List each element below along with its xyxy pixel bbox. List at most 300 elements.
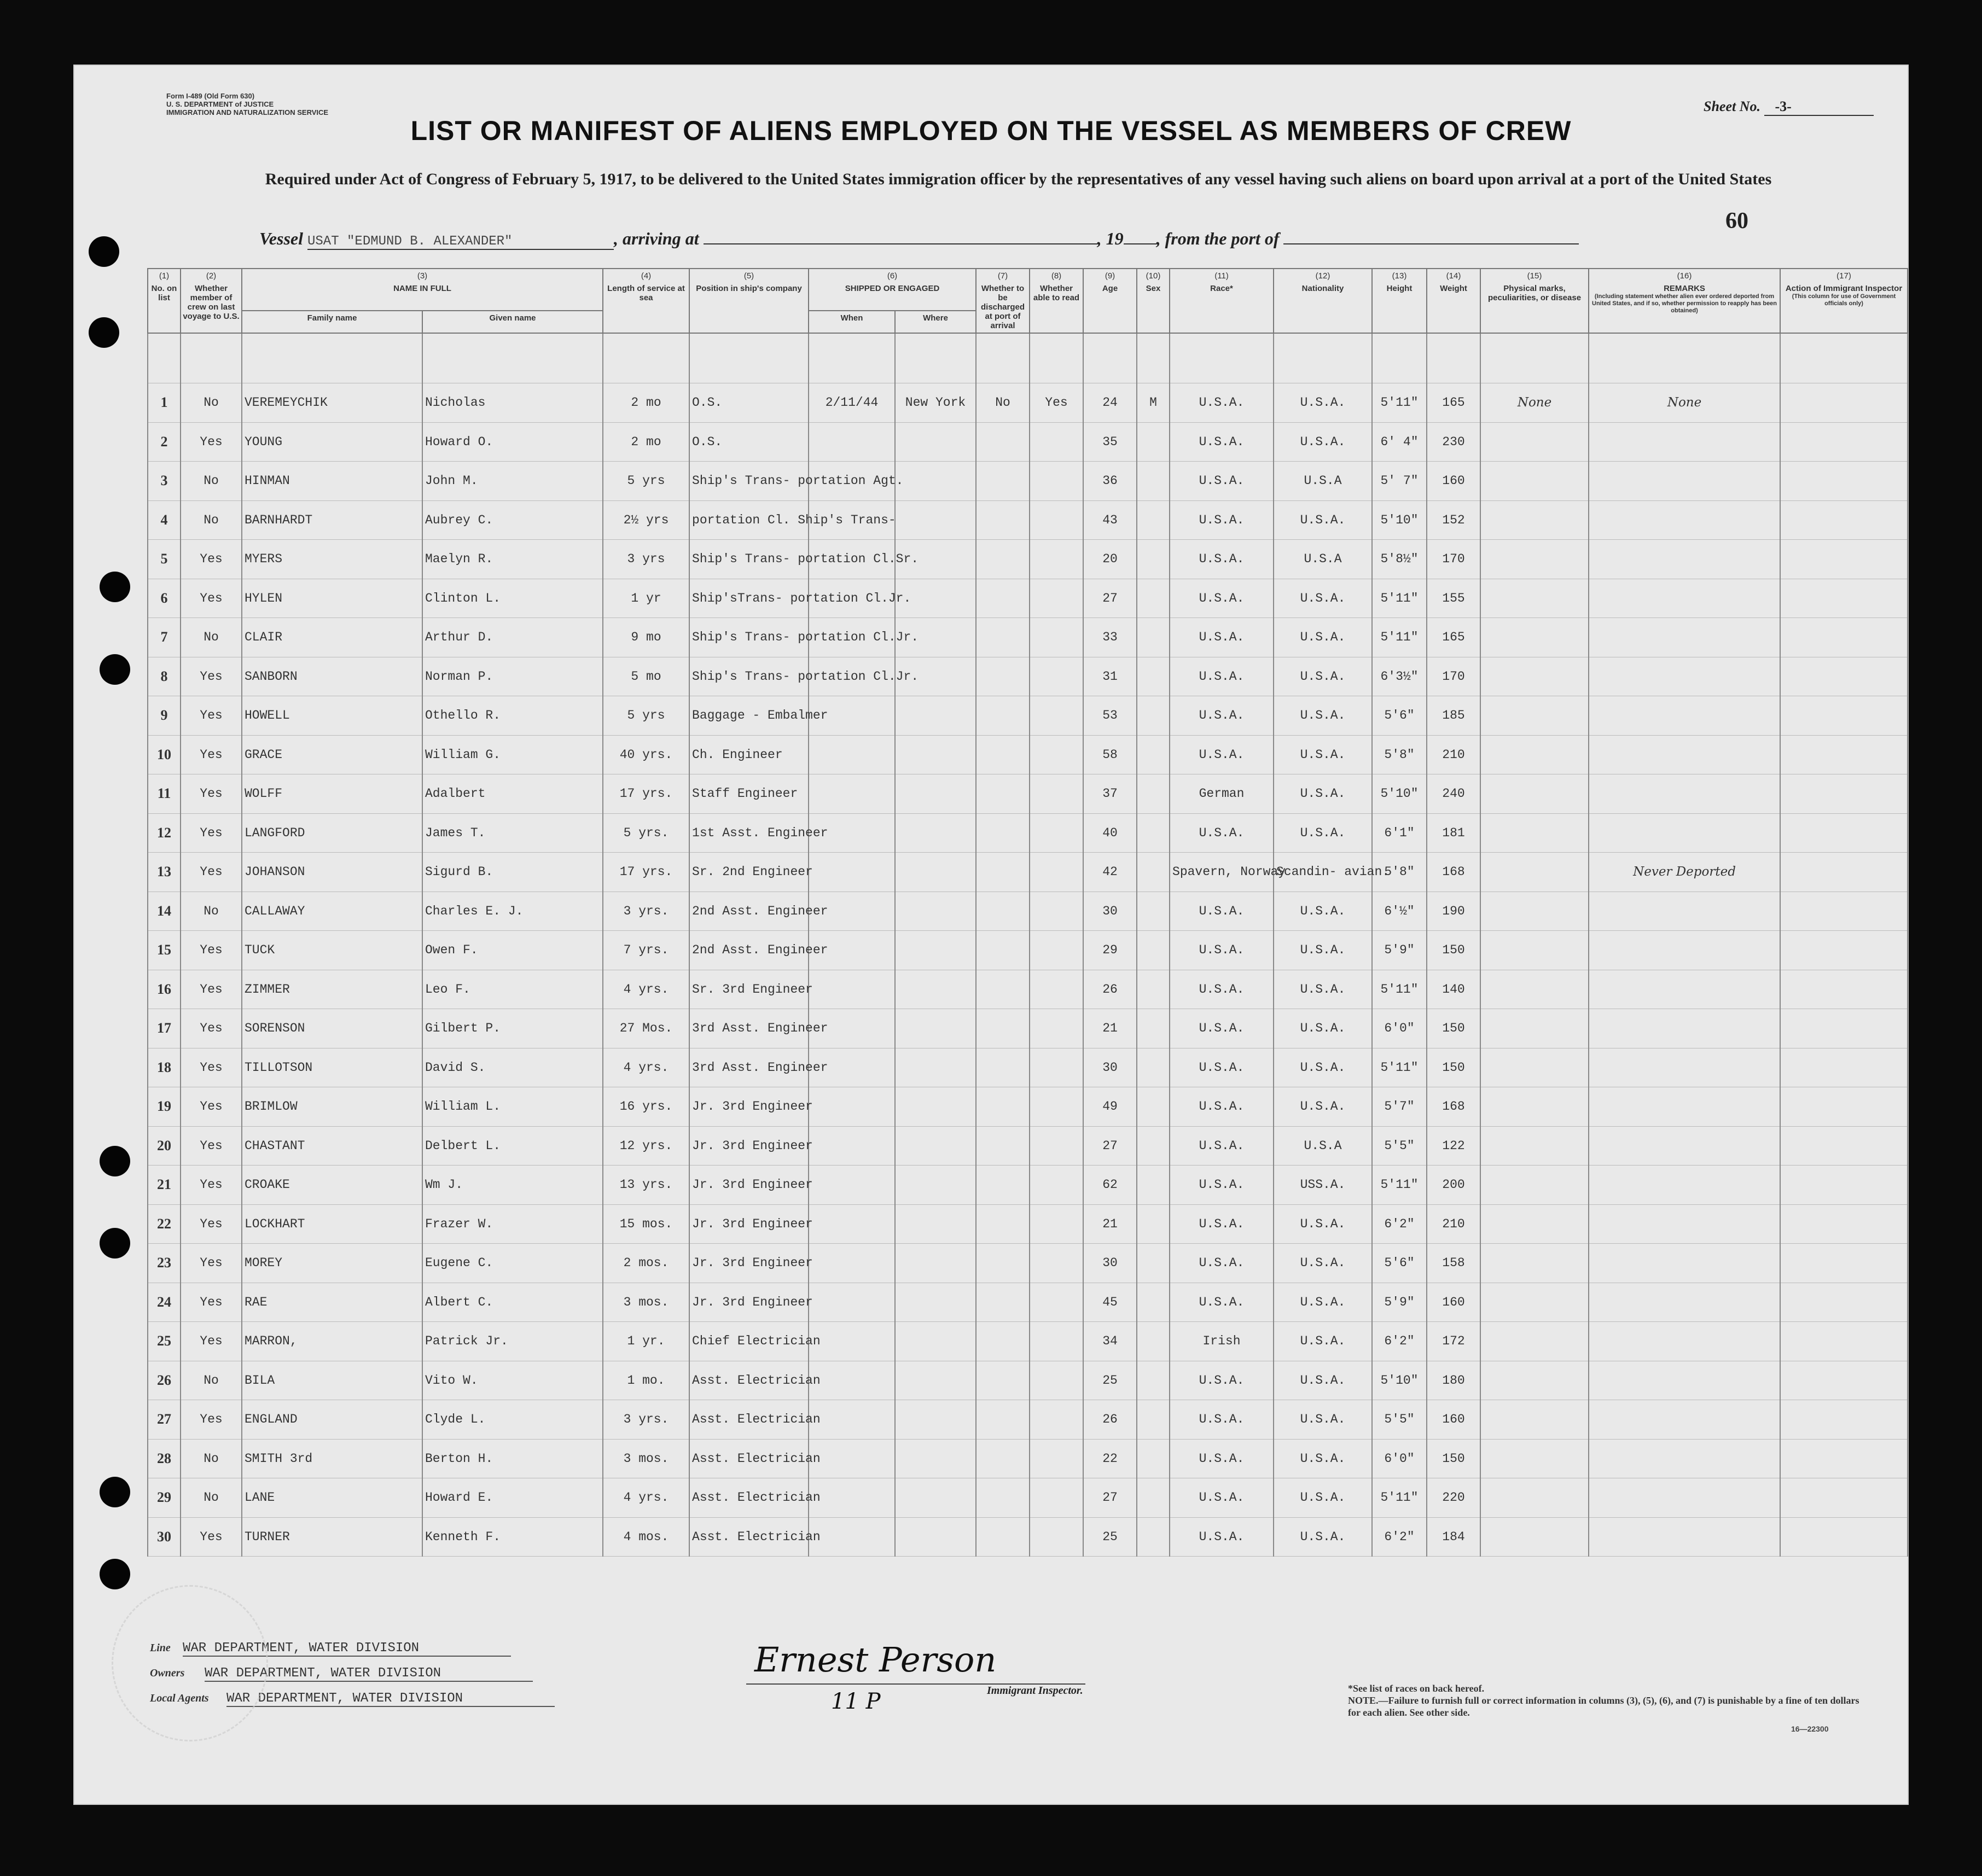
discharged-cell (976, 1087, 1030, 1127)
action-cell (1780, 1166, 1908, 1205)
height-cell: 5'11" (1372, 579, 1427, 618)
nationality-cell: U.S.A. (1274, 1322, 1372, 1361)
sheet-number (1704, 98, 1874, 116)
given-name-cell: Arthur D. (422, 618, 603, 657)
discharged-cell (976, 618, 1030, 657)
nationality-cell: U.S.A. (1274, 1204, 1372, 1244)
table-row (148, 735, 1908, 774)
age-cell: 53 (1083, 696, 1137, 736)
weight-cell: 150 (1427, 1009, 1480, 1048)
family-name-cell: SMITH 3rd (242, 1439, 422, 1478)
family-name-cell: WOLFF (242, 774, 422, 814)
last-voyage-cell: Yes (181, 1244, 242, 1283)
read-cell (1030, 1009, 1083, 1048)
read-cell (1030, 892, 1083, 931)
sex-cell (1137, 1166, 1170, 1205)
marks-cell (1480, 735, 1589, 774)
action-cell (1780, 813, 1908, 853)
race-cell: U.S.A. (1170, 383, 1274, 423)
length-cell: 3 mos. (603, 1283, 689, 1322)
discharged-cell (976, 1517, 1030, 1557)
read-cell (1030, 1400, 1083, 1440)
form-number: Form I-489 (Old Form 630) (166, 92, 255, 100)
action-cell (1780, 540, 1908, 579)
length-cell: 1 yr (603, 579, 689, 618)
action-cell (1780, 735, 1908, 774)
shipped-when-cell (809, 1087, 895, 1127)
given-name-cell: Patrick Jr. (422, 1322, 603, 1361)
row-number: 2 (148, 422, 181, 462)
discharged-cell (976, 774, 1030, 814)
discharged-cell (976, 579, 1030, 618)
length-cell: 2 mos. (603, 1244, 689, 1283)
table-row (148, 500, 1908, 540)
age-cell: 30 (1083, 892, 1137, 931)
height-cell: 5'11" (1372, 383, 1427, 423)
col-given-header: Given name (422, 311, 603, 333)
weight-cell: 160 (1427, 1283, 1480, 1322)
action-cell (1780, 618, 1908, 657)
height-cell: 5'11" (1372, 1478, 1427, 1518)
shipped-when-cell (809, 774, 895, 814)
remarks-cell (1589, 735, 1780, 774)
length-cell: 17 yrs. (603, 853, 689, 892)
family-name-cell: TUCK (242, 931, 422, 970)
sheet-label: Sheet No. (1704, 98, 1760, 114)
race-cell: German (1170, 774, 1274, 814)
action-cell (1780, 774, 1908, 814)
length-cell: 40 yrs. (603, 735, 689, 774)
height-cell: 5'7" (1372, 1087, 1427, 1127)
nationality-cell: U.S.A. (1274, 1048, 1372, 1087)
marks-cell (1480, 696, 1589, 736)
race-cell: U.S.A. (1170, 1166, 1274, 1205)
marks-cell (1480, 1048, 1589, 1087)
discharged-cell (976, 1204, 1030, 1244)
table-row (148, 1048, 1908, 1087)
age-cell: 26 (1083, 1400, 1137, 1440)
sex-cell (1137, 1322, 1170, 1361)
family-name-cell: SORENSON (242, 1009, 422, 1048)
row-number: 12 (148, 813, 181, 853)
row-number: 17 (148, 1009, 181, 1048)
action-cell (1780, 657, 1908, 696)
nationality-cell: U.S.A. (1274, 1361, 1372, 1400)
race-cell: U.S.A. (1170, 657, 1274, 696)
position-cell: Asst. Electrician (689, 1400, 809, 1440)
height-cell: 5'6" (1372, 696, 1427, 736)
inspector-signature: Ernest Person (754, 1640, 997, 1680)
footer-notes (1348, 1682, 1873, 1718)
table-row (148, 383, 1908, 423)
remarks-cell (1589, 500, 1780, 540)
weight-cell: 165 (1427, 383, 1480, 423)
last-voyage-cell: Yes (181, 579, 242, 618)
race-cell: U.S.A. (1170, 579, 1274, 618)
row-number: 9 (148, 696, 181, 736)
shipped-when-cell (809, 1322, 895, 1361)
sex-cell (1137, 1087, 1170, 1127)
remarks-cell (1589, 1166, 1780, 1205)
nationality-cell: U.S.A. (1274, 970, 1372, 1009)
length-cell: 2 mo (603, 422, 689, 462)
weight-cell: 160 (1427, 1400, 1480, 1440)
age-cell: 31 (1083, 657, 1137, 696)
position-cell: Sr. 2nd Engineer (689, 853, 809, 892)
last-voyage-cell: Yes (181, 657, 242, 696)
last-voyage-cell: Yes (181, 931, 242, 970)
marks-cell (1480, 618, 1589, 657)
age-cell: 43 (1083, 500, 1137, 540)
position-cell: Ship's Trans- portation Cl.Jr. (689, 657, 809, 696)
row-number: 25 (148, 1322, 181, 1361)
row-number: 10 (148, 735, 181, 774)
age-cell: 35 (1083, 422, 1137, 462)
last-voyage-cell: No (181, 500, 242, 540)
nationality-cell: U.S.A. (1274, 735, 1372, 774)
read-cell (1030, 774, 1083, 814)
read-cell (1030, 422, 1083, 462)
sex-cell (1137, 462, 1170, 501)
last-voyage-cell: Yes (181, 540, 242, 579)
row-number: 24 (148, 1283, 181, 1322)
binder-hole (100, 654, 130, 685)
last-voyage-cell: No (181, 1439, 242, 1478)
marks-cell (1480, 579, 1589, 618)
remarks-cell (1589, 579, 1780, 618)
discharged-cell (976, 1126, 1030, 1166)
length-cell: 12 yrs. (603, 1126, 689, 1166)
age-cell: 33 (1083, 618, 1137, 657)
discharged-cell (976, 970, 1030, 1009)
position-cell: 1st Asst. Engineer (689, 813, 809, 853)
remarks-cell: None (1589, 383, 1780, 423)
shipped-where-cell (895, 774, 976, 814)
last-voyage-cell: Yes (181, 696, 242, 736)
marks-cell (1480, 813, 1589, 853)
row-number: 26 (148, 1361, 181, 1400)
year-label: , 19 (1097, 229, 1124, 248)
sex-cell (1137, 540, 1170, 579)
length-cell: 4 mos. (603, 1517, 689, 1557)
read-cell (1030, 500, 1083, 540)
given-name-cell: Nicholas (422, 383, 603, 423)
marks-cell (1480, 422, 1589, 462)
shipped-when-cell (809, 1126, 895, 1166)
remarks-cell (1589, 931, 1780, 970)
shipped-where-cell (895, 1166, 976, 1205)
discharged-cell (976, 1244, 1030, 1283)
table-row (148, 1322, 1908, 1361)
given-name-cell: Maelyn R. (422, 540, 603, 579)
height-cell: 6'1" (1372, 813, 1427, 853)
vessel-name: USAT "EDMUND B. ALEXANDER" (307, 234, 614, 250)
col-no-header: (1) No. on list (148, 269, 181, 333)
age-cell: 20 (1083, 540, 1137, 579)
height-cell: 5'11" (1372, 970, 1427, 1009)
length-cell: 13 yrs. (603, 1166, 689, 1205)
given-name-cell: Albert C. (422, 1283, 603, 1322)
sex-cell (1137, 735, 1170, 774)
shipped-when-cell (809, 1244, 895, 1283)
read-cell (1030, 1087, 1083, 1127)
shipped-where-cell (895, 931, 976, 970)
row-number: 29 (148, 1478, 181, 1518)
action-cell (1780, 970, 1908, 1009)
marks-cell (1480, 500, 1589, 540)
race-cell: U.S.A. (1170, 1126, 1274, 1166)
weight-cell: 140 (1427, 970, 1480, 1009)
sex-cell (1137, 657, 1170, 696)
height-cell: 6'0" (1372, 1439, 1427, 1478)
weight-cell: 150 (1427, 1439, 1480, 1478)
marks-cell (1480, 1204, 1589, 1244)
length-cell: 7 yrs. (603, 931, 689, 970)
weight-cell: 210 (1427, 1204, 1480, 1244)
length-cell: 5 mo (603, 657, 689, 696)
table-row (148, 853, 1908, 892)
from-port-label: , from the port of (1156, 229, 1280, 248)
read-cell (1030, 1048, 1083, 1087)
discharged-cell: No (976, 383, 1030, 423)
position-cell: Jr. 3rd Engineer (689, 1087, 809, 1127)
age-cell: 58 (1083, 735, 1137, 774)
family-name-cell: HYLEN (242, 579, 422, 618)
remarks-cell (1589, 1126, 1780, 1166)
nationality-cell: U.S.A. (1274, 696, 1372, 736)
nationality-cell: U.S.A. (1274, 813, 1372, 853)
family-name-cell: BILA (242, 1361, 422, 1400)
last-voyage-cell: Yes (181, 1204, 242, 1244)
table-row (148, 970, 1908, 1009)
remarks-cell (1589, 892, 1780, 931)
given-name-cell: James T. (422, 813, 603, 853)
given-name-cell: Kenneth F. (422, 1517, 603, 1557)
race-cell: U.S.A. (1170, 970, 1274, 1009)
remarks-cell (1589, 1009, 1780, 1048)
race-cell: U.S.A. (1170, 1244, 1274, 1283)
last-voyage-cell: Yes (181, 422, 242, 462)
length-cell: 17 yrs. (603, 774, 689, 814)
read-cell (1030, 1126, 1083, 1166)
height-cell: 5'5" (1372, 1400, 1427, 1440)
sex-cell (1137, 1400, 1170, 1440)
shipped-where-cell (895, 1283, 976, 1322)
race-cell: U.S.A. (1170, 1009, 1274, 1048)
race-cell: U.S.A. (1170, 1204, 1274, 1244)
remarks-cell (1589, 970, 1780, 1009)
nationality-cell: U.S.A. (1274, 383, 1372, 423)
nationality-cell: U.S.A. (1274, 892, 1372, 931)
position-cell: portation Cl. Ship's Trans- (689, 500, 809, 540)
race-cell: U.S.A. (1170, 462, 1274, 501)
sex-cell (1137, 892, 1170, 931)
marks-cell (1480, 970, 1589, 1009)
inspector-label: Immigrant Inspector. (987, 1685, 1083, 1697)
table-row (148, 892, 1908, 931)
sheet-value: -3- (1764, 98, 1874, 116)
weight-cell: 170 (1427, 657, 1480, 696)
weight-cell: 155 (1427, 579, 1480, 618)
height-cell: 5'8" (1372, 735, 1427, 774)
races-note: *See list of races on back hereof. (1348, 1683, 1485, 1694)
given-name-cell: William L. (422, 1087, 603, 1127)
action-cell (1780, 892, 1908, 931)
sex-cell (1137, 774, 1170, 814)
penalty-note: NOTE.—Failure to furnish full or correct information in columns (3), (5), (6), and (7) is punishable by a fine of ten dollars for each alien. See other side. (1348, 1695, 1859, 1718)
length-cell: 2½ yrs (603, 500, 689, 540)
race-cell: U.S.A. (1170, 1400, 1274, 1440)
read-cell (1030, 970, 1083, 1009)
shipped-when-cell (809, 735, 895, 774)
read-cell (1030, 1166, 1083, 1205)
race-cell: U.S.A. (1170, 1439, 1274, 1478)
marks-cell (1480, 1244, 1589, 1283)
given-name-cell: Wm J. (422, 1166, 603, 1205)
family-name-cell: HOWELL (242, 696, 422, 736)
action-cell (1780, 1126, 1908, 1166)
weight-cell: 152 (1427, 500, 1480, 540)
col-remarks-header: (16) REMARKS (Including statement whether alien ever ordered deported from United States, and if so, whether permission to reapply has been obtained) (1589, 269, 1780, 333)
table-row (148, 1126, 1908, 1166)
sex-cell (1137, 1048, 1170, 1087)
table-row (148, 1361, 1908, 1400)
table-spacer-row (148, 333, 1908, 383)
col-race-header: (11) Race* (1170, 269, 1274, 333)
age-cell: 37 (1083, 774, 1137, 814)
col-discharged-header: (7) Whether to be discharged at port of arrival (976, 269, 1030, 333)
vessel-label: Vessel (259, 229, 303, 248)
height-cell: 5'9" (1372, 1283, 1427, 1322)
binder-hole (100, 1146, 130, 1176)
age-cell: 27 (1083, 1478, 1137, 1518)
family-name-cell: CHASTANT (242, 1126, 422, 1166)
family-name-cell: ZIMMER (242, 970, 422, 1009)
given-name-cell: Aubrey C. (422, 500, 603, 540)
race-cell: U.S.A. (1170, 696, 1274, 736)
height-cell: 5'11" (1372, 618, 1427, 657)
race-cell: Irish (1170, 1322, 1274, 1361)
action-cell (1780, 1322, 1908, 1361)
read-cell (1030, 931, 1083, 970)
sex-cell (1137, 696, 1170, 736)
read-cell (1030, 618, 1083, 657)
discharged-cell (976, 500, 1030, 540)
family-name-cell: SANBORN (242, 657, 422, 696)
discharged-cell (976, 813, 1030, 853)
read-cell (1030, 1322, 1083, 1361)
nationality-cell: Scandin- avian. (1274, 853, 1372, 892)
age-cell: 26 (1083, 970, 1137, 1009)
shipped-where-cell (895, 1126, 976, 1166)
discharged-cell (976, 931, 1030, 970)
length-cell: 5 yrs (603, 696, 689, 736)
nationality-cell: U.S.A. (1274, 774, 1372, 814)
position-cell: Asst. Electrician (689, 1478, 809, 1518)
nationality-cell: U.S.A (1274, 540, 1372, 579)
action-cell (1780, 1087, 1908, 1127)
marks-cell (1480, 1283, 1589, 1322)
position-cell: Jr. 3rd Engineer (689, 1126, 809, 1166)
age-cell: 40 (1083, 813, 1137, 853)
weight-cell: 210 (1427, 735, 1480, 774)
table-row (148, 618, 1908, 657)
length-cell: 15 mos. (603, 1204, 689, 1244)
action-cell (1780, 1048, 1908, 1087)
agents-value: WAR DEPARTMENT, WATER DIVISION (226, 1691, 555, 1707)
race-cell: U.S.A. (1170, 735, 1274, 774)
table-row (148, 462, 1908, 501)
nationality-cell: U.S.A (1274, 462, 1372, 501)
row-number: 19 (148, 1087, 181, 1127)
nationality-cell: U.S.A. (1274, 579, 1372, 618)
length-cell: 4 yrs. (603, 1478, 689, 1518)
age-cell: 34 (1083, 1322, 1137, 1361)
age-cell: 21 (1083, 1204, 1137, 1244)
remarks-cell (1589, 657, 1780, 696)
last-voyage-cell: Yes (181, 774, 242, 814)
age-cell: 45 (1083, 1283, 1137, 1322)
height-cell: 6'3½" (1372, 657, 1427, 696)
given-name-cell: Leo F. (422, 970, 603, 1009)
marks-cell (1480, 853, 1589, 892)
family-name-cell: HINMAN (242, 462, 422, 501)
seal-stamp (112, 1585, 268, 1741)
marks-cell (1480, 1478, 1589, 1518)
shipped-when-cell (809, 1361, 895, 1400)
remarks-cell (1589, 422, 1780, 462)
sex-cell (1137, 1283, 1170, 1322)
discharged-cell (976, 853, 1030, 892)
length-cell: 4 yrs. (603, 1048, 689, 1087)
action-cell (1780, 1478, 1908, 1518)
col-action-header: (17) Action of Immigrant Inspector (This column for use of Government officials only) (1780, 269, 1908, 333)
given-name-cell: Adalbert (422, 774, 603, 814)
length-cell: 4 yrs. (603, 970, 689, 1009)
service-name: IMMIGRATION AND NATURALIZATION SERVICE (166, 108, 329, 116)
shipped-where-cell (895, 853, 976, 892)
height-cell: 5'11" (1372, 1166, 1427, 1205)
position-cell: Staff Engineer (689, 774, 809, 814)
marks-cell (1480, 1517, 1589, 1557)
shipped-where-cell (895, 500, 976, 540)
marks-cell (1480, 462, 1589, 501)
shipped-where-cell (895, 696, 976, 736)
position-cell: O.S. (689, 383, 809, 423)
shipped-where-cell (895, 735, 976, 774)
position-cell: Baggage - Embalmer (689, 696, 809, 736)
read-cell (1030, 1244, 1083, 1283)
weight-cell: 200 (1427, 1166, 1480, 1205)
nationality-cell: U.S.A. (1274, 931, 1372, 970)
length-cell: 3 yrs (603, 540, 689, 579)
row-number: 21 (148, 1166, 181, 1205)
last-voyage-cell: No (181, 1478, 242, 1518)
given-name-cell: Howard O. (422, 422, 603, 462)
length-cell: 3 yrs. (603, 892, 689, 931)
position-cell: Jr. 3rd Engineer (689, 1166, 809, 1205)
shipped-where-cell (895, 1439, 976, 1478)
sex-cell (1137, 1009, 1170, 1048)
row-number: 1 (148, 383, 181, 423)
discharged-cell (976, 1361, 1030, 1400)
sex-cell (1137, 931, 1170, 970)
discharged-cell (976, 422, 1030, 462)
action-cell (1780, 1517, 1908, 1557)
shipped-where-cell (895, 1087, 976, 1127)
marks-cell: None (1480, 383, 1589, 423)
height-cell: 5'9" (1372, 931, 1427, 970)
